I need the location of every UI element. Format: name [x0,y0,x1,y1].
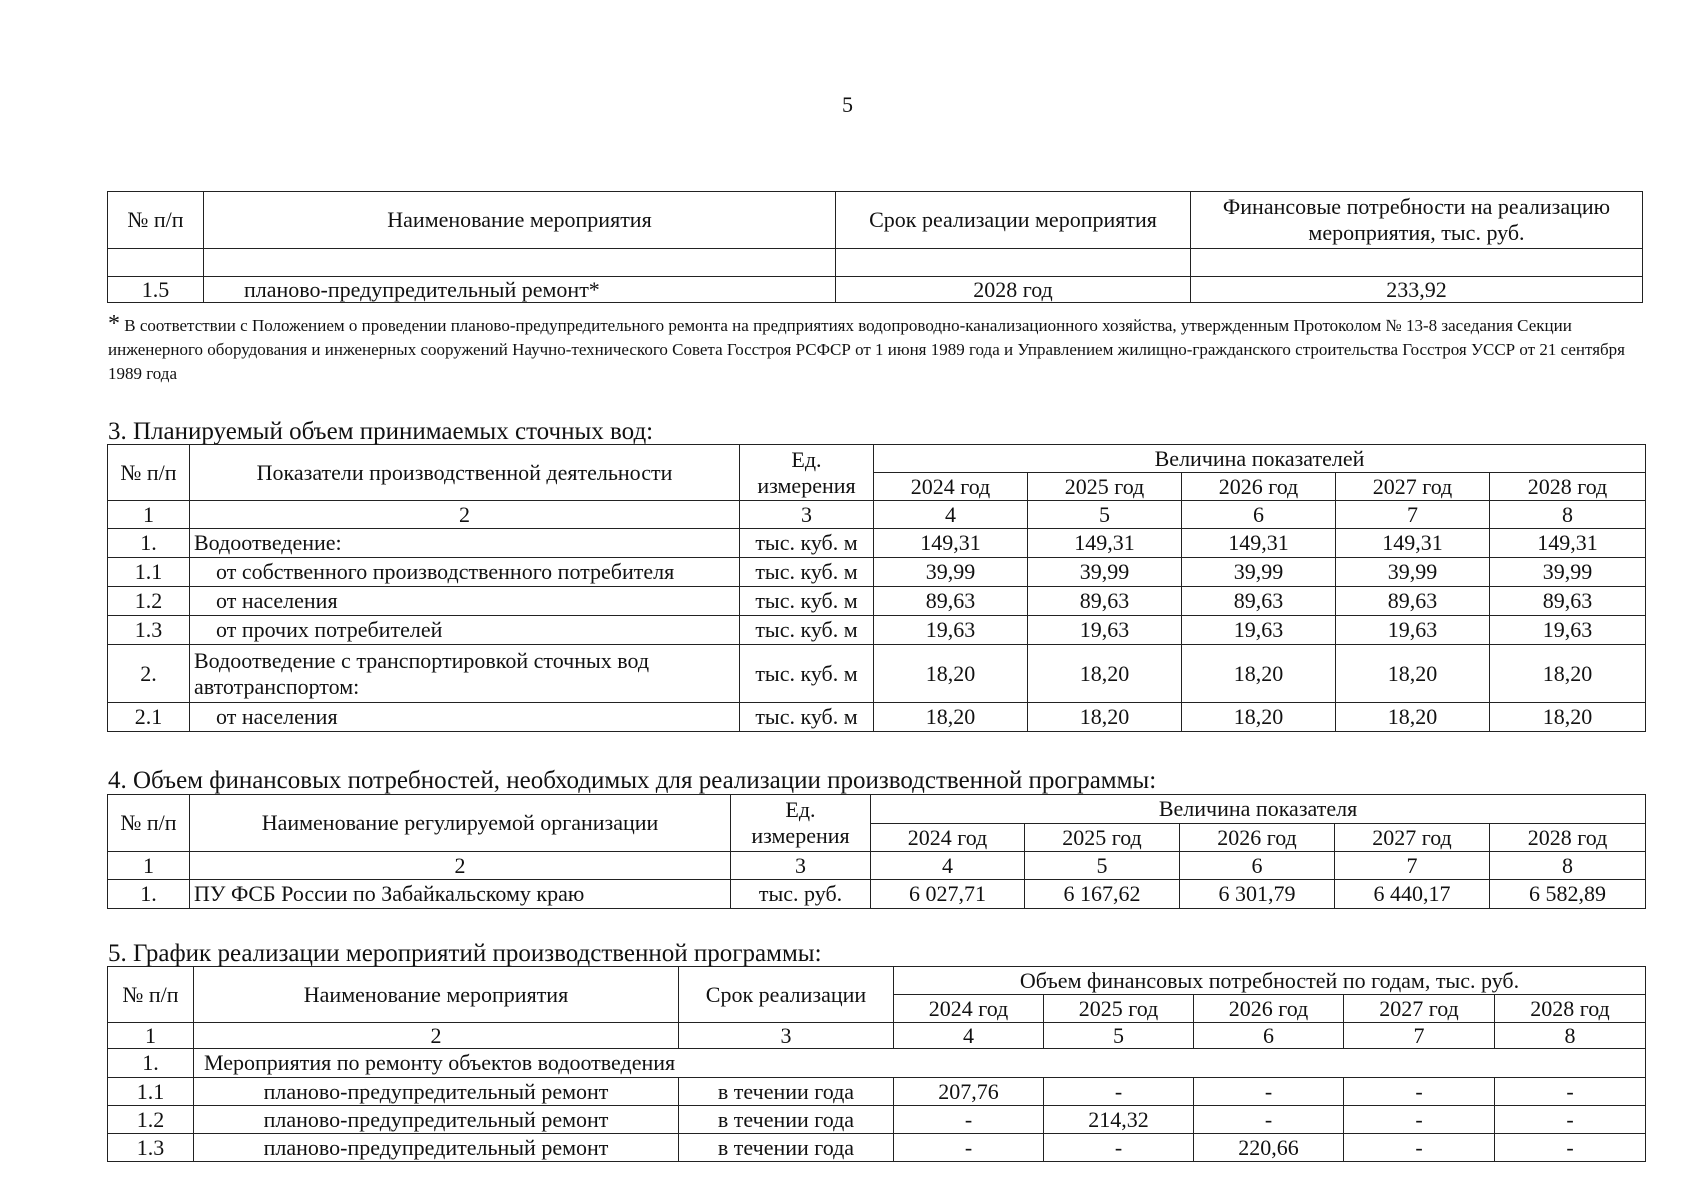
row-value: - [1044,1134,1194,1162]
row-value: 149,31 [1028,529,1182,558]
column-number: 6 [1180,852,1335,880]
header-year-2028: 2028 год [1495,995,1646,1023]
events-schedule-table [107,966,1646,1162]
row-term: 2028 год [836,277,1191,303]
column-number: 6 [1194,1023,1344,1049]
column-number: 3 [740,501,874,529]
row-name: от собственного производственного потребителя [190,558,740,587]
row-value: 6 301,79 [1180,880,1335,909]
header-values: Объем финансовых потребностей по годам, тыс. руб. [894,967,1646,995]
row-value: - [1344,1106,1495,1134]
table-row [108,529,1646,558]
column-number: 4 [871,852,1025,880]
row-amount: 233,92 [1191,277,1643,303]
header-year-2026: 2026 год [1182,473,1336,501]
header-unit: Ед. измерения [740,445,874,501]
footnote [108,312,1648,386]
column-number: 8 [1490,852,1646,880]
column-number: 3 [679,1023,894,1049]
header-organization: Наименование регулируемой организации [190,795,731,852]
header-year-2028: 2028 год [1490,824,1646,852]
row-value: 18,20 [1336,645,1490,703]
row-value: - [1344,1078,1495,1106]
header-num: № п/п [108,967,194,1023]
row-value: 19,63 [874,616,1028,645]
row-value: 18,20 [1490,645,1646,703]
row-value: 18,20 [1028,703,1182,732]
row-num: 1.3 [108,1134,194,1162]
row-name: Водоотведение с транспортировкой сточных вод автотранспортом: [190,645,740,703]
column-number: 4 [874,501,1028,529]
row-value: 207,76 [894,1078,1044,1106]
row-value: 39,99 [1490,558,1646,587]
group-num: 1. [108,1049,194,1078]
header-year-2026: 2026 год [1194,995,1344,1023]
header-year-2024: 2024 год [874,473,1028,501]
table-row [108,1106,1646,1134]
row-value: - [1495,1134,1646,1162]
header-term: Срок реализации мероприятия [836,192,1191,249]
row-num: 1.2 [108,1106,194,1134]
table-row [108,587,1646,616]
financial-needs-table [107,794,1646,909]
header-event-name: Наименование мероприятия [194,967,679,1023]
group-row [108,1049,1646,1078]
header-indicators: Показатели производственной деятельности [190,445,740,501]
row-name: от прочих потребителей [190,616,740,645]
table-row [108,1078,1646,1106]
row-value: 89,63 [1182,587,1336,616]
row-value: 149,31 [874,529,1028,558]
events-continuation-table [107,191,1643,303]
header-year-2028: 2028 год [1490,473,1646,501]
row-name: Водоотведение: [190,529,740,558]
header-event-name: Наименование мероприятия [204,192,836,249]
header-unit: Ед. измерения [731,795,871,852]
column-number: 6 [1182,501,1336,529]
row-name: планово-предупредительный ремонт [194,1078,679,1106]
row-name: планово-предупредительный ремонт [194,1134,679,1162]
column-number: 8 [1490,501,1646,529]
row-value: 89,63 [1028,587,1182,616]
column-number: 3 [731,852,871,880]
column-number: 7 [1335,852,1490,880]
row-value: 89,63 [874,587,1028,616]
row-name: планово-предупредительный ремонт* [204,277,836,303]
footnote-star: * [108,311,120,337]
row-value: 18,20 [1182,645,1336,703]
table-row [108,1134,1646,1162]
header-year-2024: 2024 год [894,995,1044,1023]
row-value: - [1495,1106,1646,1134]
row-value: 6 440,17 [1335,880,1490,909]
table-row [108,880,1646,909]
row-value: 89,63 [1490,587,1646,616]
row-term: в течении года [679,1134,894,1162]
row-name: от населения [190,587,740,616]
column-number: 5 [1044,1023,1194,1049]
group-name: Мероприятия по ремонту объектов водоотведения [194,1049,1646,1078]
row-value: 39,99 [1028,558,1182,587]
row-value: 149,31 [1336,529,1490,558]
row-term: в течении года [679,1106,894,1134]
table-row [108,277,1643,303]
header-values: Величина показателей [874,445,1646,473]
row-term: в течении года [679,1078,894,1106]
row-value: 18,20 [1182,703,1336,732]
row-value: - [894,1134,1044,1162]
table-row [108,558,1646,587]
column-numbers-row [108,852,1646,880]
header-year-2025: 2025 год [1025,824,1180,852]
row-value: 18,20 [1336,703,1490,732]
row-num: 2. [108,645,190,703]
column-number: 4 [894,1023,1044,1049]
row-value: 149,31 [1490,529,1646,558]
row-value: 6 167,62 [1025,880,1180,909]
column-number: 1 [108,1023,194,1049]
row-unit: тыс. куб. м [740,616,874,645]
row-value: 6 027,71 [871,880,1025,909]
header-financial-needs: Финансовые потребности на реализацию мероприятия, тыс. руб. [1191,192,1643,249]
header-term: Срок реализации [679,967,894,1023]
header-year-2025: 2025 год [1044,995,1194,1023]
header-year-2027: 2027 год [1344,995,1495,1023]
section-4-title: 4. Объем финансовых потребностей, необходимых для реализации производственной программы: [108,767,1157,794]
header-num: № п/п [108,192,204,249]
row-value: 18,20 [874,645,1028,703]
table-row [108,616,1646,645]
column-number: 1 [108,852,190,880]
page-number: 5 [842,92,853,117]
column-number: 8 [1495,1023,1646,1049]
column-number: 7 [1336,501,1490,529]
row-unit: тыс. куб. м [740,645,874,703]
header-year-2026: 2026 год [1180,824,1335,852]
row-value: 19,63 [1490,616,1646,645]
column-numbers-row [108,501,1646,529]
header-year-2027: 2027 год [1336,473,1490,501]
row-num: 1.1 [108,558,190,587]
column-number: 5 [1025,852,1180,880]
row-value: 19,63 [1028,616,1182,645]
row-num: 1.2 [108,587,190,616]
row-value: 18,20 [1028,645,1182,703]
row-value: - [1344,1134,1495,1162]
row-num: 1. [108,529,190,558]
row-value: 39,99 [1336,558,1490,587]
row-value: 220,66 [1194,1134,1344,1162]
row-value: 89,63 [1336,587,1490,616]
row-unit: тыс. руб. [731,880,871,909]
column-number: 2 [190,852,731,880]
row-value: 39,99 [874,558,1028,587]
row-unit: тыс. куб. м [740,558,874,587]
table-row [108,645,1646,703]
footnote-text: В соответствии с Положением о проведении планово-предупредительного ремонта на предприятиях водопроводно-канализационного хозяйства, утвержденным Протоколом № 13-8 заседания Секции инженерного оборудования и инженерных сооружений Научно-технического Совета Госстроя РСФСР от 1 июня 1989 года и Управлением жилищно-гражданского строительства Госстроя УССР от 21 сентября 1989 года [108,316,1625,383]
section-5-title: 5. График реализации мероприятий производственной программы: [108,940,822,967]
column-number: 5 [1028,501,1182,529]
row-num: 1.5 [108,277,204,303]
row-num: 2.1 [108,703,190,732]
row-unit: тыс. куб. м [740,529,874,558]
row-name: от населения [190,703,740,732]
row-value: 18,20 [874,703,1028,732]
header-year-2024: 2024 год [871,824,1025,852]
row-unit: тыс. куб. м [740,703,874,732]
row-value: - [1495,1078,1646,1106]
table-row-empty [108,249,1643,277]
row-value: 19,63 [1182,616,1336,645]
column-numbers-row [108,1023,1646,1049]
column-number: 7 [1344,1023,1495,1049]
header-num: № п/п [108,795,190,852]
section-3-title: 3. Планируемый объем принимаемых сточных вод: [108,418,654,445]
column-number: 1 [108,501,190,529]
row-num: 1. [108,880,190,909]
row-num: 1.3 [108,616,190,645]
row-value: 18,20 [1490,703,1646,732]
row-value: - [894,1106,1044,1134]
row-num: 1.1 [108,1078,194,1106]
row-value: 149,31 [1182,529,1336,558]
header-year-2025: 2025 год [1028,473,1182,501]
row-value: 214,32 [1044,1106,1194,1134]
row-unit: тыс. куб. м [740,587,874,616]
row-value: - [1044,1078,1194,1106]
header-values: Величина показателя [871,795,1646,824]
header-num: № п/п [108,445,190,501]
header-year-2027: 2027 год [1335,824,1490,852]
wastewater-volume-table [107,444,1646,732]
row-name: планово-предупредительный ремонт [194,1106,679,1134]
column-number: 2 [194,1023,679,1049]
row-value: 39,99 [1182,558,1336,587]
column-number: 2 [190,501,740,529]
row-value: 19,63 [1336,616,1490,645]
row-value: 6 582,89 [1490,880,1646,909]
row-value: - [1194,1106,1344,1134]
row-organization: ПУ ФСБ России по Забайкальскому краю [190,880,731,909]
row-value: - [1194,1078,1344,1106]
table-row [108,703,1646,732]
